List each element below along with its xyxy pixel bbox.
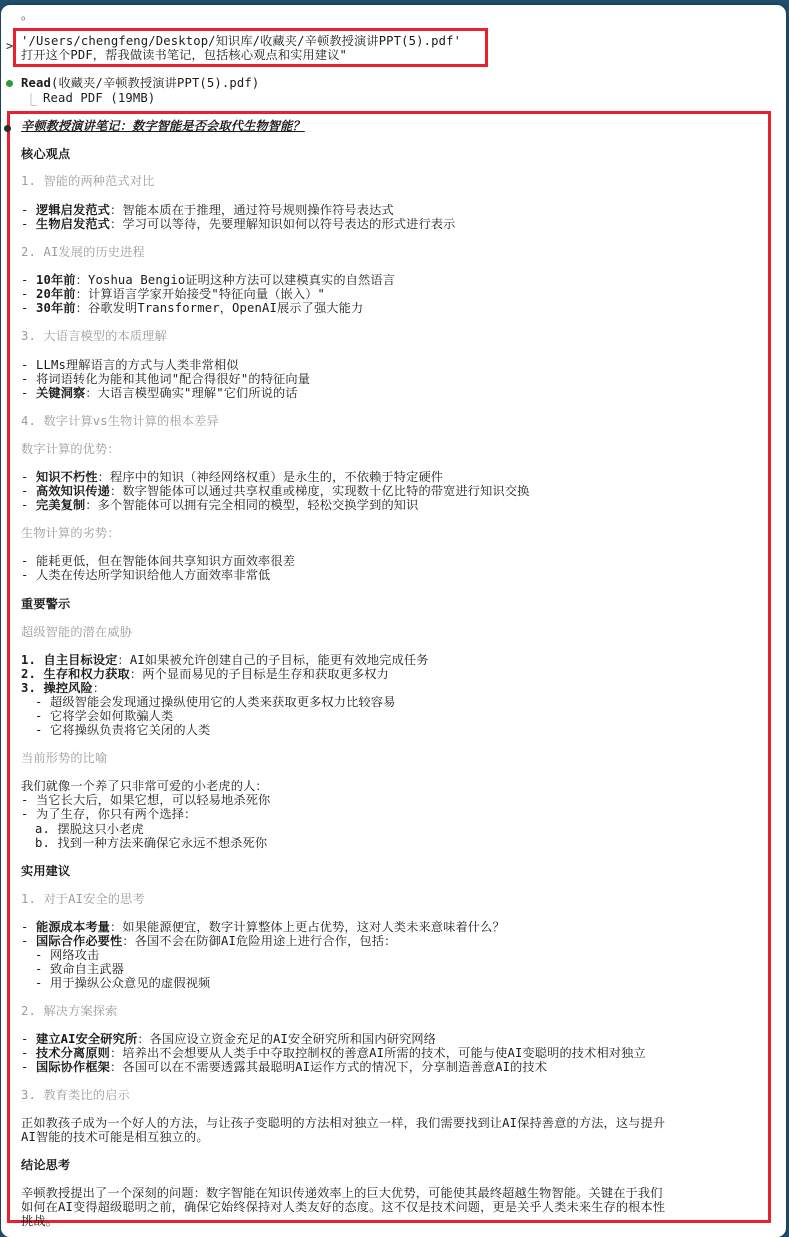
- practical-heading: 实用建议: [21, 864, 71, 878]
- section-3-heading: 3. 大语言模型的本质理解: [21, 329, 167, 343]
- list-item: - 高效知识传递：数字智能体可以通过共享权重或梯度，实现数十亿比特的带宽进行知识交换: [21, 484, 530, 498]
- tool-call[interactable]: [21, 76, 259, 90]
- text-span: 超级智能会发现通过操纵使用它的人类来获取更多权力比较容易: [49, 695, 396, 709]
- list-item: - 能源成本考量：如果能源便宜，数字计算整体上更占优势，这对人类未来意味着什么？: [21, 920, 505, 934]
- advantages-heading: 数字计算的优势：: [21, 442, 120, 456]
- text-span: ：培养出不会想要从人类手中夺取控制权的善意AI所需的技术，可能与使AI变聪明的技术相对独立: [110, 1046, 646, 1060]
- sub-list-item: b. 找到一种方法来确保它永远不想杀死你: [35, 836, 268, 850]
- sub-list-item: - 超级智能会发现通过操纵使用它的人类来获取更多权力比较容易: [35, 695, 396, 709]
- bold-label: 10年前: [35, 273, 76, 287]
- bold-label: 建立AI安全研究所: [35, 1032, 138, 1046]
- list-item: - 建立AI安全研究所：各国应设立资金充足的AI安全研究所和国内研究网络: [21, 1032, 437, 1046]
- bold-label: 高效知识传递: [35, 484, 111, 498]
- list-item: - 完美复制：多个智能体可以拥有完全相同的模型，轻松交换学到的知识: [21, 498, 419, 512]
- paragraph-line: AI智能的技术可能是相互独立的。: [21, 1130, 209, 1144]
- text-span: ：大语言模型确实"理解"它们所说的话: [85, 386, 298, 400]
- section-4-heading: 4. 数字计算vs生物计算的根本差异: [21, 414, 219, 428]
- text-span: ：两个显而易见的子目标是生存和获取更多权力: [129, 667, 389, 681]
- text-span: 当它长大后，如果它想，可以轻易地杀死你: [35, 793, 271, 807]
- bold-label: 完美复制: [35, 498, 86, 512]
- practical-1-heading: 1. 对于AI安全的思考: [21, 892, 145, 906]
- sub-list-item: - 致命自主武器: [35, 962, 125, 976]
- tool-name: Read: [21, 76, 51, 90]
- list-item: - 能耗更低，但在智能体间共享知识方面效率很差: [21, 554, 296, 568]
- paragraph-line: 辛顿教授提出了一个深刻的问题：数字智能在知识传递效率上的巨大优势，可能使其最终超越生物智能。关键在于我们: [21, 1186, 663, 1200]
- text-span: ：程序中的知识（神经网络权重）是永生的，不依赖于特定硬件: [97, 470, 444, 484]
- bold-label: 30年前: [35, 301, 76, 315]
- list-item: - 技术分离原则：培养出不会想要从人类手中夺取控制权的善意AI所需的技术，可能与使AI变聪明的技术相对独立: [21, 1046, 646, 1060]
- bold-label: 逻辑启发范式: [35, 203, 111, 217]
- text-span: ：计算语言学家开始接受"特征向量（嵌入）": [75, 287, 326, 301]
- prompt-line-2: 打开这个PDF，帮我做读书笔记，包括核心观点和实用建议": [21, 48, 348, 62]
- paragraph-line: 如何在AI变得超级聪明之前，确保它始终保持对人类友好的态度。这不仅是技术问题，更是关乎人类未来生存的根本性: [21, 1200, 666, 1214]
- list-item: - 为了生存，你只有两个选择：: [21, 807, 197, 821]
- list-item: - 关键洞察：大语言模型确实"理解"它们所说的话: [21, 386, 298, 400]
- response-dot: [4, 125, 11, 132]
- sub-list-item: - 用于操纵公众意见的虚假视频: [35, 976, 211, 990]
- text-span: 人类在传达所学知识给他人方面效率非常低: [35, 568, 271, 582]
- sub-list-item: - 它将操纵负责将它关闭的人类: [35, 723, 211, 737]
- text-span: ：各国不会在防御AI危险用途上进行合作，包括：: [122, 934, 397, 948]
- sub-list-item: - 网络攻击: [35, 948, 100, 962]
- tool-args: (收藏夹/辛顿教授演讲PPT(5).pdf): [50, 76, 260, 90]
- text-span: 它将学会如何欺骗人类: [49, 709, 174, 723]
- text-span: ：各国应设立资金充足的AI安全研究所和国内研究网络: [137, 1032, 437, 1046]
- sub-list-item: a. 摆脱这只小老虎: [35, 822, 144, 836]
- text-span: ：: [92, 681, 106, 695]
- list-item: [21, 681, 105, 695]
- list-item: - 人类在传达所学知识给他人方面效率非常低: [21, 568, 271, 582]
- practical-2-heading: 2. 解决方案探索: [21, 1004, 118, 1018]
- bold-label: 国际合作必要性: [35, 934, 123, 948]
- bold-label: 1.: [21, 653, 36, 667]
- text-span: ：Yoshua Bengio证明这种方法可以建模真实的自然语言: [75, 273, 396, 287]
- text-span: ：各国可以在不需要透露其最聪明AI运作方式的情况下，分享制造善意AI的技术: [110, 1060, 548, 1074]
- prompt-chevron: >: [6, 39, 14, 53]
- text-span: 它将操纵负责将它关闭的人类: [49, 723, 211, 737]
- list-item: - 当它长大后，如果它想，可以轻易地杀死你: [21, 793, 271, 807]
- bold-label: 生存和权力获取: [43, 667, 130, 681]
- list-item: - 20年前：计算语言学家开始接受"特征向量（嵌入）": [21, 287, 326, 301]
- conclusion-heading: 结论思考: [21, 1158, 71, 1172]
- threat-heading: 超级智能的潜在威胁: [21, 625, 133, 639]
- text-span: 能耗更低，但在智能体间共享知识方面效率很差: [35, 554, 296, 568]
- text-span: 将词语转化为能和其他词"配合得很好"的特征向量: [35, 372, 311, 386]
- list-item: - 知识不朽性：程序中的知识（神经网络权重）是永生的，不依赖于特定硬件: [21, 470, 444, 484]
- sub-list-item: - 它将学会如何欺骗人类: [35, 709, 174, 723]
- terminal-window: [1, 5, 786, 1237]
- bold-label: 3.: [21, 681, 36, 695]
- section-1-heading: 1. 智能的两种范式对比: [21, 174, 155, 188]
- list-item: - LLMs理解语言的方式与人类非常相似: [21, 358, 239, 372]
- disadvantages-heading: 生物计算的劣势：: [21, 526, 120, 540]
- tool-result: Read PDF (19MB): [43, 91, 156, 105]
- bold-label: 国际协作框架: [35, 1060, 111, 1074]
- text-span: ：谷歌发明Transformer，OpenAI展示了强大能力: [75, 301, 364, 315]
- list-item: - 10年前：Yoshua Bengio证明这种方法可以建模真实的自然语言: [21, 273, 396, 287]
- text-span: ：数字智能体可以通过共享权重或梯度，实现数十亿比特的带宽进行知识交换: [110, 484, 530, 498]
- list-item: [21, 667, 389, 681]
- bold-label: 知识不朽性: [35, 470, 98, 484]
- bold-label: 能源成本考量: [35, 920, 111, 934]
- top-dot: 。: [21, 8, 34, 22]
- bold-label: 自主目标设定: [43, 653, 118, 667]
- text-span: 用于操纵公众意见的虚假视频: [49, 976, 211, 990]
- bold-label: 技术分离原则: [35, 1046, 111, 1060]
- tree-connector-icon: ⎿: [25, 93, 38, 107]
- text-span: 网络攻击: [49, 948, 100, 962]
- paragraph-line: 正如教孩子成为一个好人的方法，与让孩子变聪明的方法相对独立一样，我们需要找到让AI保持善意的方法，这与提升: [21, 1116, 666, 1130]
- analogy-intro: 我们就像一个养了只非常可爱的小老虎的人：: [21, 779, 268, 793]
- list-item: - 将词语转化为能和其他词"配合得很好"的特征向量: [21, 372, 311, 386]
- list-item: - 国际协作框架：各国可以在不需要透露其最聪明AI运作方式的情况下，分享制造善意AI的技术: [21, 1060, 548, 1074]
- bold-label: 2.: [21, 667, 36, 681]
- text-span: ：多个智能体可以拥有完全相同的模型，轻松交换学到的知识: [85, 498, 419, 512]
- text-span: LLMs理解语言的方式与人类非常相似: [35, 358, 239, 372]
- section-2-heading: 2. AI发展的历史进程: [21, 245, 145, 259]
- text-span: ：智能本质在于推理，通过符号规则操作符号表达式: [110, 203, 394, 217]
- prompt-line-1: '/Users/chengfeng/Desktop/知识库/收藏夹/辛顿教授演讲PPT(5).pdf': [21, 34, 462, 48]
- prompt-highlight-box: [13, 28, 488, 67]
- bold-label: 关键洞察: [35, 386, 86, 400]
- core-heading: 核心观点: [21, 147, 71, 161]
- tool-status-dot: [6, 80, 13, 87]
- bold-label: 生物启发范式: [35, 217, 111, 231]
- text-span: 致命自主武器: [49, 962, 125, 976]
- practical-3-heading: 3. 教育类比的启示: [21, 1088, 130, 1102]
- paragraph-line: 挑战。: [21, 1214, 59, 1228]
- text-span: ：学习可以等待，先要理解知识如何以符号表达的形式进行表示: [110, 217, 456, 231]
- warning-heading: 重要警示: [21, 597, 71, 611]
- text-span: 为了生存，你只有两个选择：: [35, 807, 197, 821]
- notes-title: 辛顿教授演讲笔记：数字智能是否会取代生物智能？: [21, 119, 305, 133]
- bold-label: 20年前: [35, 287, 76, 301]
- list-item: [21, 653, 429, 667]
- bold-label: 操控风险: [43, 681, 93, 695]
- list-item: - 国际合作必要性：各国不会在防御AI危险用途上进行合作，包括：: [21, 934, 397, 948]
- analogy-heading: 当前形势的比喻: [21, 751, 108, 765]
- list-item: - 生物启发范式：学习可以等待，先要理解知识如何以符号表达的形式进行表示: [21, 217, 456, 231]
- text-span: ：如果能源便宜，数字计算整体上更占优势，这对人类未来意味着什么？: [110, 920, 505, 934]
- list-item: - 30年前：谷歌发明Transformer，OpenAI展示了强大能力: [21, 301, 364, 315]
- list-item: - 逻辑启发范式：智能本质在于推理，通过符号规则操作符号表达式: [21, 203, 394, 217]
- text-span: ：AI如果被允许创建自己的子目标，能更有效地完成任务: [117, 653, 429, 667]
